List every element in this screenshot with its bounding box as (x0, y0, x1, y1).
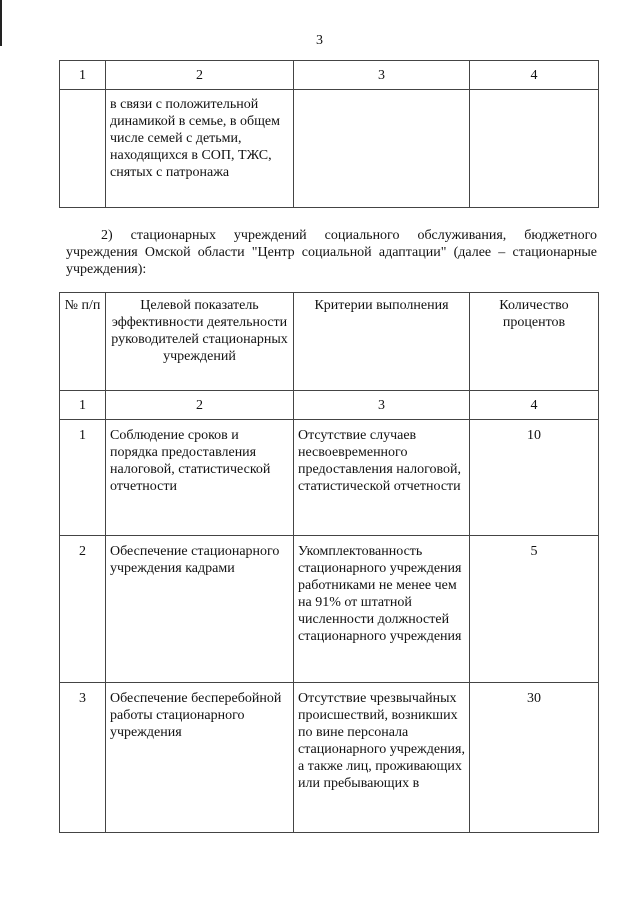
numbering-cell: 3 (294, 391, 470, 420)
row-criteria: Отсутствие чрезвычайных происшествий, возникших по вине персонала стационарного учреждения, а также лиц, проживающих или пребывающих в (294, 683, 470, 833)
row-criteria: Отсутствие случаев несвоевременного предоставления налоговой, статистической отчетности (294, 420, 470, 536)
header-percent: Количество процентов (470, 293, 599, 391)
table2-header-row (60, 293, 599, 391)
table-row (60, 420, 599, 536)
table-row (60, 536, 599, 683)
page-number: 3 (316, 33, 323, 48)
table1-header-row (60, 61, 599, 90)
table1-cell-col4 (470, 90, 599, 208)
row-num: 3 (60, 683, 106, 833)
numbering-cell: 2 (106, 391, 294, 420)
header-indicator: Целевой показатель эффективности деятельности руководителей стационарных учреждений (106, 293, 294, 391)
row-percent: 10 (470, 420, 599, 536)
row-criteria: Укомплектованность стационарного учреждения работниками не менее чем на 91% от штатной численности должностей стационарного учреждения (294, 536, 470, 683)
numbering-cell: 1 (60, 391, 106, 420)
table1-header-cell: 2 (106, 61, 294, 90)
table1-cell-col1 (60, 90, 106, 208)
table1-header-cell: 1 (60, 61, 106, 90)
table1-cell-col3 (294, 90, 470, 208)
row-percent: 5 (470, 536, 599, 683)
continuation-table (59, 60, 599, 208)
row-percent: 30 (470, 683, 599, 833)
header-criteria: Критерии выполнения (294, 293, 470, 391)
row-indicator: Обеспечение бесперебойной работы стационарного учреждения (106, 683, 294, 833)
row-num: 2 (60, 536, 106, 683)
table1-header-cell: 4 (470, 61, 599, 90)
row-indicator: Соблюдение сроков и порядка предоставления налоговой, статистической отчетности (106, 420, 294, 536)
table1-row (60, 90, 599, 208)
table-row (60, 683, 599, 833)
row-indicator: Обеспечение стационарного учреждения кадрами (106, 536, 294, 683)
table1-cell-col2: в связи с положительной динамикой в семье, в общем числе семей с детьми, находящихся в СОП, ТЖС, снятых с патронажа (106, 90, 294, 208)
row-num: 1 (60, 420, 106, 536)
table1-header-cell: 3 (294, 61, 470, 90)
numbering-cell: 4 (470, 391, 599, 420)
header-num: № п/п (60, 293, 106, 391)
indicators-table (59, 292, 599, 833)
table2-numbering-row (60, 391, 599, 420)
section-paragraph: 2) стационарных учреждений социального обслуживания, бюджетного учреждения Омской области "Центр социальной адаптации" (далее – стационарные учреждения): (66, 228, 597, 277)
